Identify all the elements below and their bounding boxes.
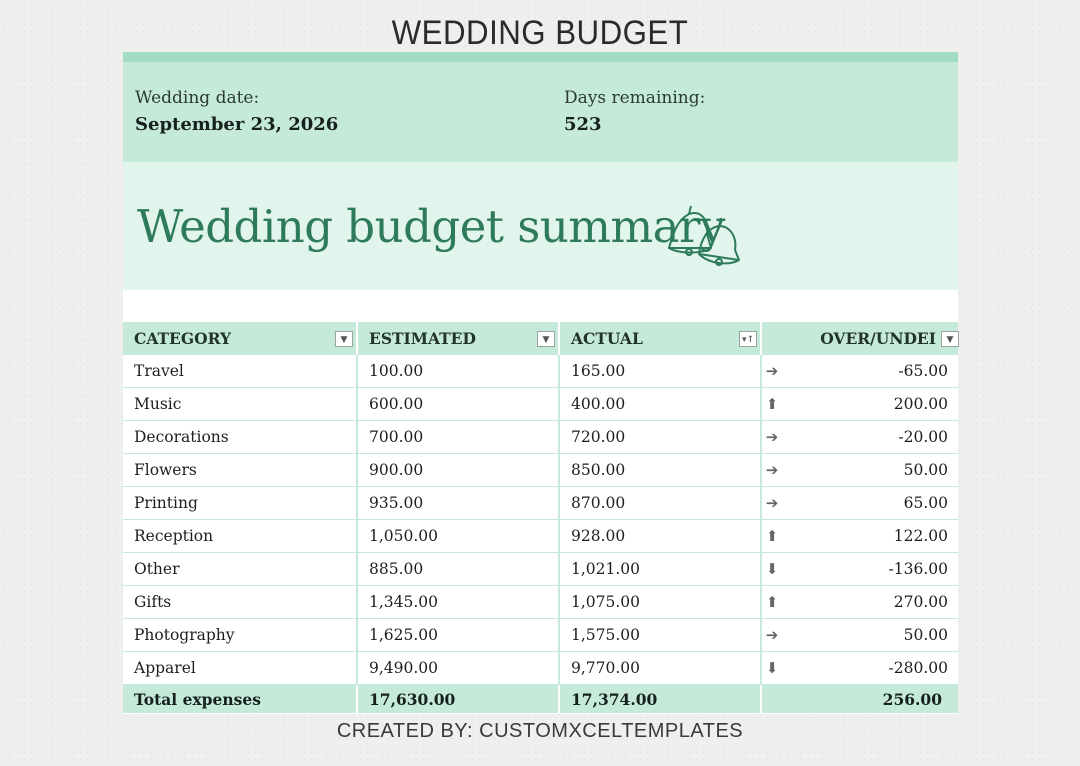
estimated-cell[interactable]: 1,050.00 (357, 520, 559, 553)
estimated-cell[interactable]: 600.00 (357, 388, 559, 421)
over-under-cell[interactable] (761, 421, 958, 454)
page-title: WEDDING BUDGET (391, 14, 689, 52)
category-cell[interactable]: Gifts (123, 586, 357, 619)
actual-cell[interactable]: 1,021.00 (559, 553, 761, 586)
arrow-up-icon: ⬆ (765, 527, 779, 545)
actual-cell[interactable]: 850.00 (559, 454, 761, 487)
summary-heading: Wedding budget summary (137, 200, 725, 253)
actual-cell[interactable]: 720.00 (559, 421, 761, 454)
header-estimated[interactable] (357, 322, 559, 355)
table-row (123, 520, 958, 553)
wedding-date-label: Wedding date: (135, 88, 260, 108)
over-under-cell[interactable] (761, 619, 958, 652)
arrow-up-icon: ⬆ (765, 593, 779, 611)
table-row (123, 487, 958, 520)
header-over-under[interactable] (761, 322, 958, 355)
total-actual[interactable]: 17,374.00 (559, 685, 761, 714)
over-under-cell[interactable] (761, 586, 958, 619)
arrow-right-icon: ➔ (765, 626, 779, 644)
over-under-value: 122.00 (893, 527, 948, 545)
category-cell[interactable]: Other (123, 553, 357, 586)
estimated-cell[interactable]: 1,625.00 (357, 619, 559, 652)
table-row (123, 619, 958, 652)
filter-dropdown-icon[interactable]: ▼ (941, 331, 959, 347)
actual-cell[interactable]: 1,075.00 (559, 586, 761, 619)
over-under-cell[interactable] (761, 520, 958, 553)
arrow-down-icon: ⬇ (765, 659, 779, 677)
over-under-cell[interactable] (761, 388, 958, 421)
over-under-cell[interactable] (761, 553, 958, 586)
actual-cell[interactable]: 165.00 (559, 355, 761, 388)
total-label[interactable]: Total expenses (123, 685, 357, 714)
table-header-row (123, 322, 958, 355)
table-row (123, 421, 958, 454)
category-cell[interactable]: Decorations (123, 421, 357, 454)
over-under-value: 270.00 (893, 593, 948, 611)
estimated-cell[interactable]: 700.00 (357, 421, 559, 454)
budget-sheet (123, 52, 958, 714)
header-actual-label: ACTUAL (571, 329, 643, 348)
over-under-cell[interactable] (761, 454, 958, 487)
category-cell[interactable]: Music (123, 388, 357, 421)
estimated-cell[interactable]: 100.00 (357, 355, 559, 388)
category-cell[interactable]: Reception (123, 520, 357, 553)
table-row (123, 652, 958, 685)
arrow-right-icon: ➔ (765, 494, 779, 512)
actual-cell[interactable]: 928.00 (559, 520, 761, 553)
over-under-value: -136.00 (888, 560, 948, 578)
total-row (123, 685, 958, 714)
over-under-value: 65.00 (903, 494, 948, 512)
days-remaining-label: Days remaining: (564, 88, 706, 108)
table-row (123, 388, 958, 421)
header-category-label: CATEGORY (134, 329, 232, 348)
over-under-value: -65.00 (898, 362, 948, 380)
table-row (123, 355, 958, 388)
category-cell[interactable]: Flowers (123, 454, 357, 487)
arrow-down-icon: ⬇ (765, 560, 779, 578)
header-category[interactable] (123, 322, 357, 355)
category-cell[interactable]: Travel (123, 355, 357, 388)
arrow-right-icon: ➔ (765, 362, 779, 380)
total-diff[interactable]: 256.00 (761, 685, 958, 714)
estimated-cell[interactable]: 885.00 (357, 553, 559, 586)
estimated-cell[interactable]: 935.00 (357, 487, 559, 520)
actual-cell[interactable]: 1,575.00 (559, 619, 761, 652)
wedding-info-panel (123, 62, 958, 162)
estimated-cell[interactable]: 900.00 (357, 454, 559, 487)
category-cell[interactable]: Printing (123, 487, 357, 520)
table-row (123, 586, 958, 619)
header-estimated-label: ESTIMATED (369, 329, 476, 348)
days-remaining-value[interactable]: 523 (564, 114, 602, 135)
actual-cell[interactable]: 870.00 (559, 487, 761, 520)
estimated-cell[interactable]: 1,345.00 (357, 586, 559, 619)
arrow-up-icon: ⬆ (765, 395, 779, 413)
sort-filter-icon[interactable]: ▾↑ (739, 331, 757, 347)
over-under-value: 50.00 (903, 461, 948, 479)
filter-dropdown-icon[interactable]: ▼ (537, 331, 555, 347)
over-under-value: 50.00 (903, 626, 948, 644)
header-over-under-label: OVER/UNDEI (820, 329, 936, 348)
over-under-value: -20.00 (898, 428, 948, 446)
estimated-cell[interactable]: 9,490.00 (357, 652, 559, 685)
over-under-cell[interactable] (761, 487, 958, 520)
arrow-right-icon: ➔ (765, 461, 779, 479)
table-row (123, 553, 958, 586)
total-estimated[interactable]: 17,630.00 (357, 685, 559, 714)
summary-banner (123, 162, 958, 290)
wedding-date-value[interactable]: September 23, 2026 (135, 114, 339, 135)
top-strip (123, 52, 958, 62)
category-cell[interactable]: Photography (123, 619, 357, 652)
footer-credit: CREATED BY: CUSTOMXCELTEMPLATES (336, 720, 744, 742)
budget-table (123, 322, 958, 713)
actual-cell[interactable]: 400.00 (559, 388, 761, 421)
actual-cell[interactable]: 9,770.00 (559, 652, 761, 685)
over-under-cell[interactable] (761, 652, 958, 685)
category-cell[interactable]: Apparel (123, 652, 357, 685)
over-under-value: -280.00 (888, 659, 948, 677)
filter-dropdown-icon[interactable]: ▼ (335, 331, 353, 347)
header-actual[interactable] (559, 322, 761, 355)
over-under-cell[interactable] (761, 355, 958, 388)
arrow-right-icon: ➔ (765, 428, 779, 446)
wedding-bells-icon (659, 198, 743, 270)
over-under-value: 200.00 (893, 395, 948, 413)
table-row (123, 454, 958, 487)
